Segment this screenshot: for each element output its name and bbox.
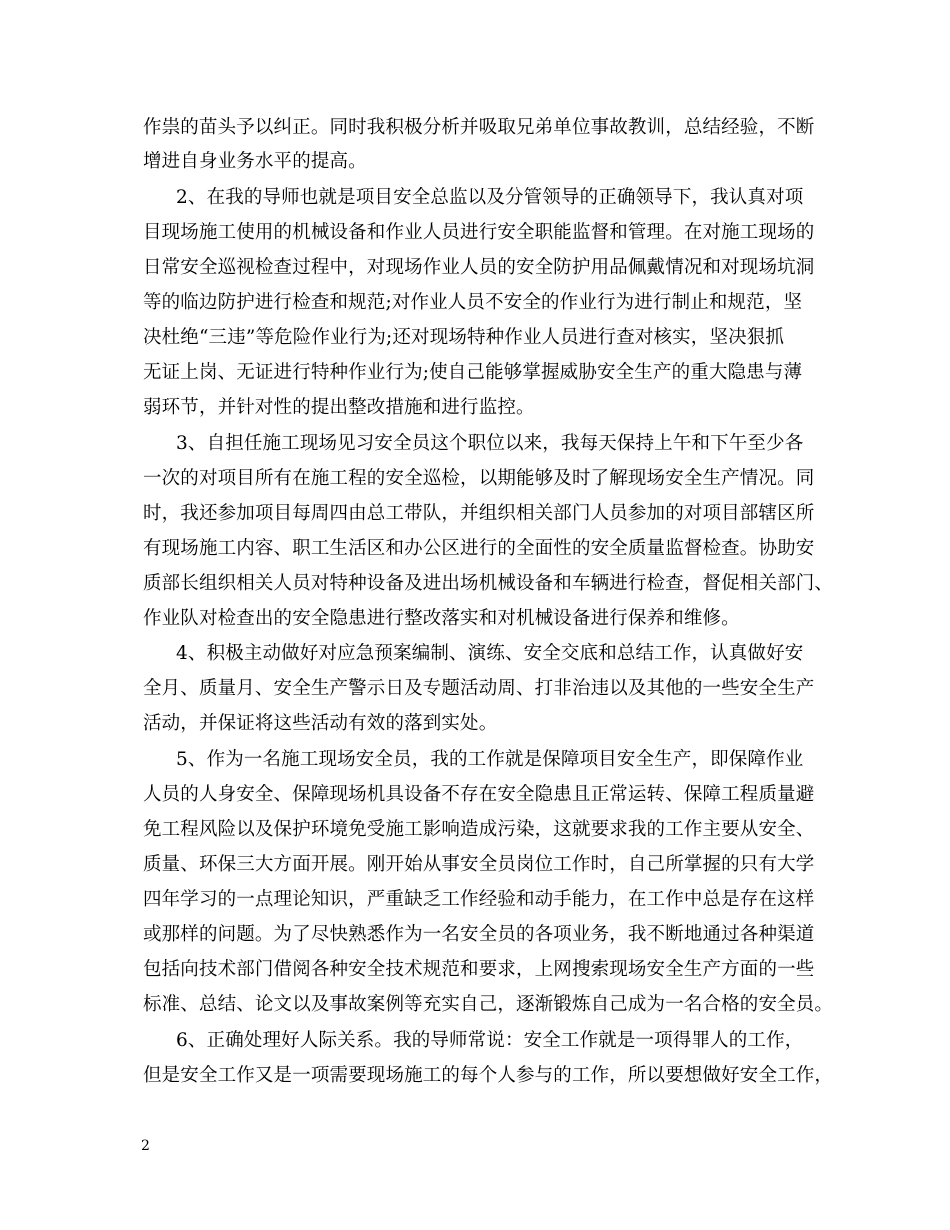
paragraph-3-line: 3、自担任施工现场见习安全员这个职位以来，我每天保持上午和下午至少各	[176, 433, 804, 454]
text-line: 决杜绝“三违”等危险作业行为;还对现场特种作业人员进行查对核实，坚决狠抓	[143, 327, 785, 348]
paragraph-6-line: 6、正确处理好人际关系。我的导师常说：安全工作就是一项得罪人的工作，	[176, 1030, 804, 1051]
text-line: 包括向技术部门借阅各种安全技术规范和要求，上网搜索现场安全生产方面的一些	[143, 959, 815, 980]
text-line: 或那样的问题。为了尽快熟悉作为一名安全员的各项业务，我不断地通过各种渠道	[143, 924, 815, 945]
text-line: 但是安全工作又是一项需要现场施工的每个人参与的工作，所以要想做好安全工作，	[143, 1065, 834, 1086]
paragraph-5-line: 5、作为一名施工现场安全员，我的工作就是保障项目安全生产，即保障作业	[176, 749, 804, 770]
text-line: 质部长组织相关人员对特种设备及进出场机械设备和车辆进行检查，督促相关部门、	[143, 573, 834, 594]
text-line: 一次的对项目所有在施工程的安全巡检，以期能够及时了解现场安全生产情况。同	[143, 468, 815, 489]
text-line: 无证上岗、无证进行特种作业行为;使自己能够掌握威胁安全生产的重大隐患与薄	[143, 362, 803, 383]
paragraph-4-line: 4、积极主动做好对应急预案编制、演练、安全交底和总结工作，认真做好安	[176, 643, 804, 664]
text-line: 活动，并保证将这些活动有效的落到实处。	[143, 713, 498, 734]
text-line: 日常安全巡视检查过程中，对现场作业人员的安全防护用品佩戴情况和对现场坑洞	[143, 257, 815, 278]
text-line: 标准、总结、论文以及事故案例等充实自己，逐渐锻炼自己成为一名合格的安全员。	[143, 994, 834, 1015]
text-line: 弱环节，并针对性的提出整改措施和进行监控。	[143, 397, 535, 418]
text-line: 免工程风险以及保护环境免受施工影响造成污染，这就要求我的工作主要从安全、	[143, 819, 815, 840]
text-line: 人员的人身安全、保障现场机具设备不存在安全隐患且正常运转、保障工程质量避	[143, 784, 815, 805]
text-line: 全月、质量月、安全生产警示日及专题活动周、打非治违以及其他的一些安全生产	[143, 678, 815, 699]
text-line: 有现场施工内容、职工生活区和办公区进行的全面性的安全质量监督检查。协助安	[143, 538, 815, 559]
text-line: 时，我还参加项目每周四由总工带队，并组织相关部门人员参加的对项目部辖区所	[143, 503, 815, 524]
paragraph-2-line: 2、在我的导师也就是项目安全总监以及分管领导的正确领导下，我认真对项	[176, 187, 804, 208]
text-line: 作业队对检查出的安全隐患进行整改落实和对机械设备进行保养和维修。	[143, 608, 740, 629]
text-line: 质量、环保三大方面开展。刚开始从事安全员岗位工作时，自己所掌握的只有大学	[143, 854, 815, 875]
text-line: 目现场施工使用的机械设备和作业人员进行安全职能监督和管理。在对施工现场的	[143, 222, 815, 243]
text-line: 增进自身业务水平的提高。	[143, 151, 367, 172]
text-line: 四年学习的一点理论知识，严重缺乏工作经验和动手能力，在工作中总是存在这样	[143, 889, 815, 910]
text-line: 作祟的苗头予以纠正。同时我积极分析并吸取兄弟单位事故教训，总结经验，不断	[143, 117, 815, 138]
text-line: 等的临边防护进行检查和规范;对作业人员不安全的作业行为进行制止和规范，坚	[143, 292, 803, 313]
page-number: 2	[141, 1138, 150, 1154]
